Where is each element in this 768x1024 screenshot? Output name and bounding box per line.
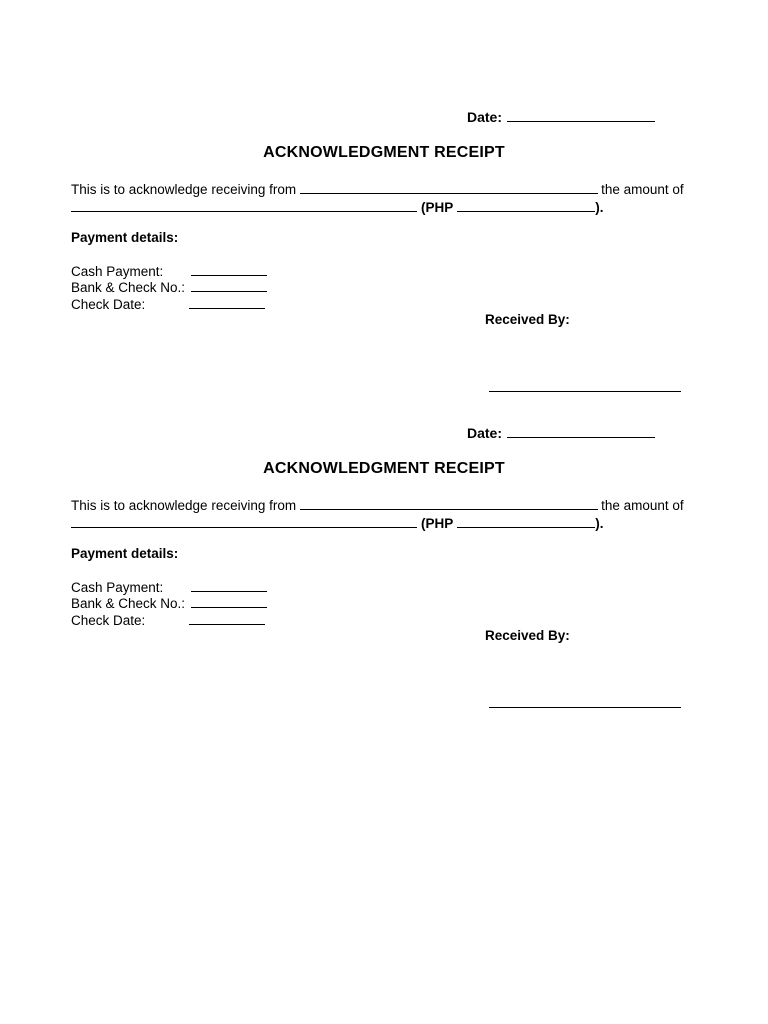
bank-check-blank[interactable]: [191, 278, 267, 292]
php-amount-blank[interactable]: [457, 513, 595, 528]
cash-payment-row: [71, 578, 267, 594]
acknowledgment-line: [71, 180, 693, 197]
check-date-label: Check Date:: [71, 613, 146, 628]
php-close: ).: [595, 516, 604, 531]
check-date-blank[interactable]: [189, 295, 265, 309]
date-line: [467, 424, 655, 441]
bank-check-label: Bank & Check No.:: [71, 596, 186, 611]
ack-suffix: the amount of: [601, 182, 684, 197]
cash-payment-blank[interactable]: [191, 578, 267, 592]
php-close: ).: [595, 200, 604, 215]
cash-payment-row: [71, 262, 267, 278]
php-amount-blank[interactable]: [457, 197, 595, 212]
date-line: [467, 108, 655, 125]
bank-check-blank[interactable]: [191, 594, 267, 608]
check-date-row: [71, 611, 265, 627]
date-label: Date:: [467, 425, 503, 441]
amount-line: [71, 197, 604, 215]
received-from-blank[interactable]: [300, 180, 598, 194]
ack-suffix: the amount of: [601, 498, 684, 513]
cash-payment-blank[interactable]: [191, 262, 267, 276]
php-open: (PHP: [421, 200, 454, 215]
ack-prefix: This is to acknowledge receiving from: [71, 498, 297, 513]
amount-in-words-blank[interactable]: [71, 513, 417, 528]
receipt-title: ACKNOWLEDGMENT RECEIPT: [263, 460, 505, 477]
date-blank[interactable]: [507, 424, 655, 438]
check-date-blank[interactable]: [189, 611, 265, 625]
signature-line[interactable]: [489, 707, 681, 708]
payment-details-heading: Payment details:: [71, 230, 179, 245]
receipt-form: [0, 316, 768, 643]
cash-payment-label: Cash Payment:: [71, 264, 164, 279]
acknowledgment-line: [71, 496, 693, 513]
bank-check-label: Bank & Check No.:: [71, 280, 186, 295]
payment-details-heading: Payment details:: [71, 546, 179, 561]
bank-check-row: [71, 278, 267, 294]
ack-prefix: This is to acknowledge receiving from: [71, 182, 297, 197]
cash-payment-label: Cash Payment:: [71, 580, 164, 595]
receipt-form: [0, 0, 768, 327]
receipt-title: ACKNOWLEDGMENT RECEIPT: [263, 144, 505, 161]
date-blank[interactable]: [507, 108, 655, 122]
received-by-label: Received By:: [485, 312, 570, 327]
date-label: Date:: [467, 109, 503, 125]
check-date-label: Check Date:: [71, 297, 146, 312]
amount-line: [71, 513, 604, 531]
amount-in-words-blank[interactable]: [71, 197, 417, 212]
received-by-label: Received By:: [485, 628, 570, 643]
bank-check-row: [71, 594, 267, 610]
received-from-blank[interactable]: [300, 496, 598, 510]
check-date-row: [71, 295, 265, 311]
php-open: (PHP: [421, 516, 454, 531]
